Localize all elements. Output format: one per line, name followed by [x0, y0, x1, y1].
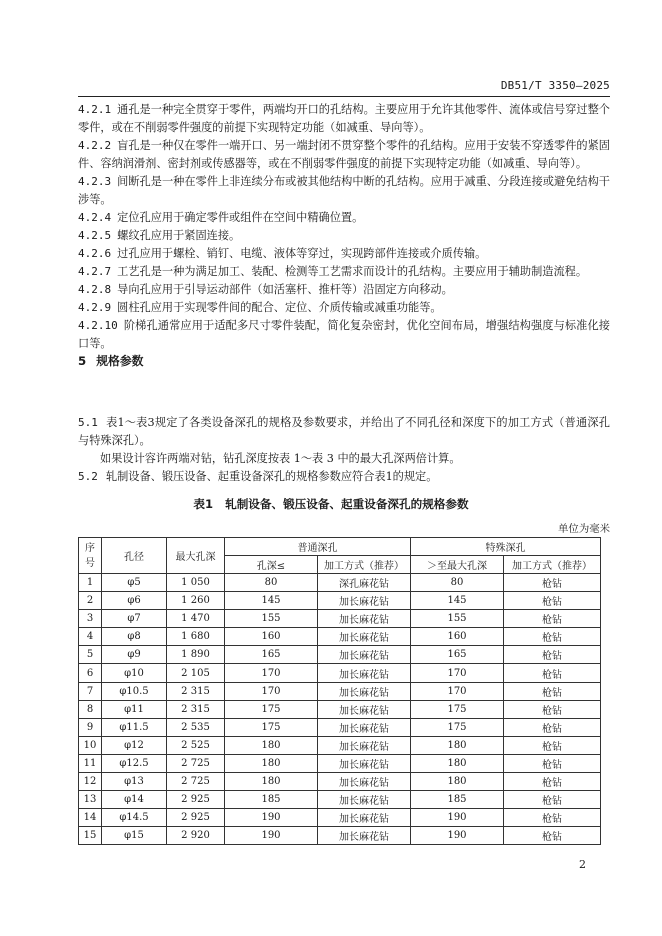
clause-number: 4.2.7	[78, 265, 112, 278]
cell-normal-depth: 155	[225, 610, 318, 628]
cell-seq: 7	[79, 682, 102, 700]
cell-max-depth: 2 725	[167, 754, 225, 772]
cell-special-depth: 185	[411, 791, 504, 809]
clause-number: 4.2.6	[78, 247, 112, 260]
cell-normal-depth: 145	[225, 592, 318, 610]
cell-diameter: φ14	[102, 791, 167, 809]
cell-special-method: 枪钻	[504, 809, 601, 827]
cell-normal-method: 加长麻花钻	[318, 718, 411, 736]
clause-text: 阶梯孔通常应用于适配多尺寸零件装配，简化复杂密封，优化空间布局，增强结构强度与标准化接口等。	[78, 319, 610, 350]
cell-seq: 1	[79, 574, 102, 592]
cell-max-depth: 2 925	[167, 809, 225, 827]
cell-normal-method: 加长麻花钻	[318, 610, 411, 628]
document-code: DB51/T 3350—2025	[500, 79, 610, 92]
header-diameter: 孔径	[102, 538, 167, 574]
cell-special-method: 枪钻	[504, 791, 601, 809]
section-number: 5	[78, 354, 87, 368]
clause-number: 4.2.5	[78, 229, 112, 242]
cell-special-depth: 180	[411, 736, 504, 754]
cell-special-method: 枪钻	[504, 736, 601, 754]
cell-special-depth: 155	[411, 610, 504, 628]
cell-normal-depth: 185	[225, 791, 318, 809]
cell-special-method: 枪钻	[504, 754, 601, 772]
clause-4-2-3	[78, 173, 610, 209]
table-row	[79, 682, 601, 700]
cell-normal-method: 深孔麻花钻	[318, 574, 411, 592]
clause-text: 定位孔应用于确定零件或组件在空间中精确位置。	[117, 211, 364, 224]
cell-max-depth: 2 725	[167, 773, 225, 791]
clause-text: 过孔应用于螺栓、销钉、电缆、液体等穿过，实现跨部件连接或介质传输。	[117, 247, 487, 260]
cell-normal-method: 加长麻花钻	[318, 773, 411, 791]
cell-diameter: φ15	[102, 827, 167, 845]
cell-special-method: 枪钻	[504, 773, 601, 791]
cell-special-method: 枪钻	[504, 664, 601, 682]
table-row	[79, 718, 601, 736]
cell-normal-depth: 190	[225, 827, 318, 845]
cell-seq: 2	[79, 592, 102, 610]
header-normal-method: 加工方式（推荐）	[318, 556, 411, 574]
header-special-method: 加工方式（推荐）	[504, 556, 601, 574]
table-row	[79, 700, 601, 718]
cell-seq: 8	[79, 700, 102, 718]
paragraph-number: 5.2	[78, 470, 98, 483]
table-row	[79, 791, 601, 809]
cell-seq: 4	[79, 628, 102, 646]
clause-text: 圆柱孔应用于实现零件间的配合、定位、介质传输或减重功能等。	[117, 301, 442, 314]
cell-diameter: φ11	[102, 700, 167, 718]
clause-text: 工艺孔是一种为满足加工、装配、检测等工艺需求而设计的孔结构。主要应用于辅助制造流程。	[117, 265, 588, 278]
clause-number: 4.2.10	[78, 319, 118, 332]
clause-text: 通孔是一种完全贯穿于零件，两端均开口的孔结构。主要应用于允许其他零件、流体或信号穿过整个零件，或在不削弱零件强度的前提下实现特定功能（如减重、导向等）。	[78, 103, 610, 134]
cell-special-method: 枪钻	[504, 628, 601, 646]
clause-text: 盲孔是一种仅在零件一端开口、另一端封闭不贯穿整个零件的孔结构。应用于安装不穿透零件的紧固件、容纳润滑剂、密封剂或传感器等，或在不削弱零件强度的前提下实现特定功能（如减重、导向等）。	[78, 139, 610, 170]
cell-diameter: φ6	[102, 592, 167, 610]
cell-normal-method: 加长麻花钻	[318, 664, 411, 682]
paragraph-text: 轧制设备、锻压设备、起重设备深孔的规格参数应符合表1的规定。	[105, 470, 438, 483]
paragraph-number: 5.1	[78, 416, 98, 429]
cell-normal-method: 加长麻花钻	[318, 628, 411, 646]
cell-normal-method: 加长麻花钻	[318, 827, 411, 845]
cell-special-depth: 180	[411, 754, 504, 772]
clause-4-2-4	[78, 209, 610, 227]
cell-max-depth: 1 260	[167, 592, 225, 610]
cell-normal-method: 加长麻花钻	[318, 809, 411, 827]
header-max-depth: 最大孔深	[167, 538, 225, 574]
cell-diameter: φ10.5	[102, 682, 167, 700]
cell-special-method: 枪钻	[504, 682, 601, 700]
cell-seq: 11	[79, 754, 102, 772]
cell-diameter: φ8	[102, 628, 167, 646]
cell-seq: 14	[79, 809, 102, 827]
table-header-row	[79, 538, 601, 556]
clause-number: 4.2.1	[78, 103, 112, 116]
table-row	[79, 664, 601, 682]
table-title	[0, 496, 662, 512]
clause-number: 4.2.4	[78, 211, 112, 224]
cell-special-method: 枪钻	[504, 574, 601, 592]
table-row	[79, 773, 601, 791]
cell-normal-depth: 170	[225, 664, 318, 682]
table-row	[79, 592, 601, 610]
cell-special-depth: 170	[411, 664, 504, 682]
header-normal-group: 普通深孔	[225, 538, 411, 556]
cell-normal-method: 加长麻花钻	[318, 791, 411, 809]
cell-diameter: φ9	[102, 646, 167, 664]
cell-normal-depth: 175	[225, 700, 318, 718]
section-heading: 规格参数	[96, 354, 144, 368]
table-row	[79, 574, 601, 592]
table-unit: 单位为毫米	[558, 523, 610, 535]
cell-special-method: 枪钻	[504, 610, 601, 628]
clause-4-2-1	[78, 101, 610, 137]
header-special-group: 特殊深孔	[411, 538, 601, 556]
clause-number: 4.2.3	[78, 175, 112, 188]
cell-diameter: φ12	[102, 736, 167, 754]
cell-special-method: 枪钻	[504, 700, 601, 718]
cell-special-depth: 190	[411, 809, 504, 827]
cell-diameter: φ10	[102, 664, 167, 682]
cell-seq: 12	[79, 773, 102, 791]
cell-special-method: 枪钻	[504, 718, 601, 736]
cell-seq: 3	[79, 610, 102, 628]
cell-normal-method: 加长麻花钻	[318, 754, 411, 772]
cell-diameter: φ5	[102, 574, 167, 592]
clause-4-2-6	[78, 245, 610, 263]
cell-max-depth: 2 525	[167, 736, 225, 754]
clause-number: 4.2.9	[78, 301, 112, 314]
cell-diameter: φ12.5	[102, 754, 167, 772]
table-row	[79, 610, 601, 628]
clause-number: 4.2.2	[78, 139, 112, 152]
clause-4-2-2	[78, 137, 610, 173]
clause-4-2-9	[78, 299, 610, 317]
cell-seq: 9	[79, 718, 102, 736]
section-title	[78, 352, 143, 369]
cell-normal-depth: 180	[225, 754, 318, 772]
cell-special-depth: 165	[411, 646, 504, 664]
cell-special-depth: 170	[411, 682, 504, 700]
header-seq: 序号	[79, 538, 102, 574]
header-normal-depth: 孔深≤	[225, 556, 318, 574]
cell-normal-method: 加长麻花钻	[318, 646, 411, 664]
cell-max-depth: 2 925	[167, 791, 225, 809]
table-row	[79, 809, 601, 827]
cell-diameter: φ11.5	[102, 718, 167, 736]
cell-seq: 10	[79, 736, 102, 754]
header-special-depth: ＞至最大孔深	[411, 556, 504, 574]
cell-normal-method: 加长麻花钻	[318, 592, 411, 610]
cell-special-depth: 145	[411, 592, 504, 610]
paragraph-5-1	[78, 414, 610, 450]
cell-normal-depth: 175	[225, 718, 318, 736]
table-title-text: 轧制设备、锻压设备、起重设备深孔的规格参数	[225, 497, 469, 511]
cell-special-depth: 160	[411, 628, 504, 646]
paragraph-5-2	[78, 468, 610, 486]
cell-special-depth: 175	[411, 718, 504, 736]
page-number: 2	[579, 858, 586, 871]
cell-diameter: φ14.5	[102, 809, 167, 827]
cell-special-depth: 80	[411, 574, 504, 592]
header-rule	[78, 96, 610, 97]
cell-normal-depth: 165	[225, 646, 318, 664]
spec-table	[78, 537, 601, 845]
clause-4-2-8	[78, 281, 610, 299]
cell-normal-depth: 180	[225, 773, 318, 791]
cell-max-depth: 2 315	[167, 682, 225, 700]
cell-max-depth: 1 680	[167, 628, 225, 646]
clause-4-2-7	[78, 263, 610, 281]
cell-normal-depth: 170	[225, 682, 318, 700]
cell-special-depth: 175	[411, 700, 504, 718]
table-row	[79, 754, 601, 772]
cell-normal-depth: 80	[225, 574, 318, 592]
cell-diameter: φ13	[102, 773, 167, 791]
clause-number: 4.2.8	[78, 283, 112, 296]
cell-normal-depth: 180	[225, 736, 318, 754]
cell-normal-method: 加长麻花钻	[318, 700, 411, 718]
cell-max-depth: 2 315	[167, 700, 225, 718]
cell-max-depth: 1 050	[167, 574, 225, 592]
cell-special-depth: 190	[411, 827, 504, 845]
cell-seq: 5	[79, 646, 102, 664]
cell-max-depth: 1 470	[167, 610, 225, 628]
cell-normal-method: 加长麻花钻	[318, 736, 411, 754]
cell-normal-depth: 160	[225, 628, 318, 646]
cell-seq: 13	[79, 791, 102, 809]
cell-normal-method: 加长麻花钻	[318, 682, 411, 700]
table-row	[79, 628, 601, 646]
cell-seq: 15	[79, 827, 102, 845]
table-number: 表1	[193, 497, 214, 511]
table-row	[79, 827, 601, 845]
cell-special-method: 枪钻	[504, 592, 601, 610]
cell-special-method: 枪钻	[504, 827, 601, 845]
clause-4-2-5	[78, 227, 610, 245]
cell-diameter: φ7	[102, 610, 167, 628]
table-row	[79, 736, 601, 754]
cell-max-depth: 2 920	[167, 827, 225, 845]
cell-normal-depth: 190	[225, 809, 318, 827]
paragraph-text: 表1～表3规定了各类设备深孔的规格及参数要求，并给出了不同孔径和深度下的加工方式（普通深孔与特殊深孔）。	[78, 416, 610, 447]
clause-text: 导向孔应用于引导运动部件（如活塞杆、推杆等）沿固定方向移动。	[117, 283, 453, 296]
cell-special-depth: 180	[411, 773, 504, 791]
cell-max-depth: 2 105	[167, 664, 225, 682]
cell-max-depth: 1 890	[167, 646, 225, 664]
clause-text: 间断孔是一种在零件上非连续分布或被其他结构中断的孔结构。应用于减重、分段连接或避免结构干涉等。	[78, 175, 610, 206]
clause-4-2-10	[78, 317, 610, 353]
cell-special-method: 枪钻	[504, 646, 601, 664]
clause-list	[78, 101, 610, 353]
paragraph-5-1-note: 如果设计容许两端对钻，钻孔深度按表 1～表 3 中的最大孔深两倍计算。	[100, 452, 461, 465]
cell-max-depth: 2 535	[167, 718, 225, 736]
table-row	[79, 646, 601, 664]
cell-seq: 6	[79, 664, 102, 682]
clause-text: 螺纹孔应用于紧固连接。	[117, 229, 241, 242]
